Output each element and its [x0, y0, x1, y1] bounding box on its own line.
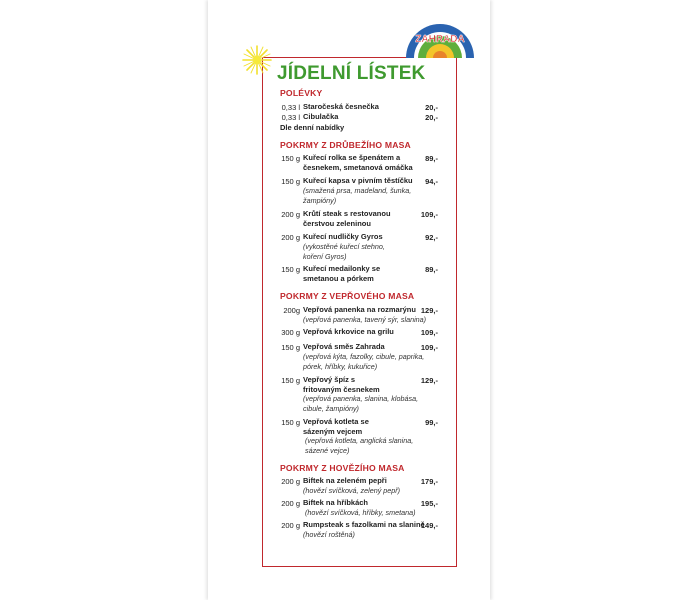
section-heading-soups: POLÉVKY — [280, 88, 323, 98]
restaurant-logo — [398, 12, 482, 62]
item-name: Biftek na zeleném pepři — [303, 476, 387, 485]
item-price: 149,- — [420, 521, 438, 530]
item-price: 94,- — [425, 177, 438, 186]
item-quantity: 200 g — [281, 521, 300, 530]
menu-title: JÍDELNÍ LÍSTEK — [277, 63, 426, 84]
item-quantity: 0,33 l — [281, 113, 300, 122]
item-price: 109,- — [420, 210, 438, 219]
item-name: Kuřecí rolka se špenátem a česnekem, smetanová omáčka — [303, 153, 413, 172]
item-name: Kuřecí medailonky se smetanou a pórkem — [303, 264, 381, 283]
item-quantity: 150 g — [281, 154, 300, 163]
item-price: 20,- — [425, 103, 438, 112]
item-quantity: 200 g — [281, 210, 300, 219]
item-quantity: 200 g — [281, 499, 300, 508]
item-price: 99,- — [425, 418, 438, 427]
item-quantity: 200 g — [281, 477, 300, 486]
item-quantity: 150 g — [281, 177, 300, 186]
item-quantity: 150 g — [281, 418, 300, 427]
item-name: Krůtí steak s restovanou čerstvou zeleninou — [303, 209, 391, 228]
item-quantity: 150 g — [281, 376, 300, 385]
section-heading-beef: POKRMY Z HOVĚZÍHO MASA — [280, 463, 405, 473]
item-quantity: 200 g — [281, 233, 300, 242]
item-description: (vykostěné kuřecí stehno, koření Gyros) — [303, 242, 385, 261]
item-price: 20,- — [425, 113, 438, 122]
item-description: (smažená prsa, madeland, šunka, žampióny) — [303, 186, 412, 205]
item-quantity: 200g — [283, 306, 300, 315]
item-description: (vepřová kotleta, anglická slanina, sázené vejce) — [305, 436, 414, 455]
logo-name: ZAHRADA — [415, 34, 465, 45]
item-name: Vepřová kotleta se sázeným vejcem — [303, 417, 369, 436]
item-description: (vepřová kýta, fazolky, cibule, paprika, pórek, hříbky, kukuřice) — [303, 352, 425, 371]
item-quantity: 150 g — [281, 265, 300, 274]
item-name: Vepřová panenka na rozmarýnu — [303, 305, 416, 314]
item-price: 179,- — [420, 477, 438, 486]
item-name: Staročeská česnečka — [303, 102, 379, 111]
item-name: Cibulačka — [303, 112, 339, 121]
item-name: Vepřový špíz s fritovaným česnekem — [303, 375, 380, 394]
item-price: 195,- — [420, 499, 438, 508]
item-name: Kuřecí nudličky Gyros — [303, 232, 383, 241]
logo-arc-text: RESTAURACE — [415, 13, 465, 30]
item-name: Rumpsteak s fazolkami na slanině — [303, 520, 425, 529]
item-price: 129,- — [420, 376, 438, 385]
item-price: 129,- — [420, 306, 438, 315]
item-quantity: 300 g — [281, 328, 300, 337]
item-name: Biftek na hříbkách — [303, 498, 369, 507]
item-price: 89,- — [425, 154, 438, 163]
soups-note: Dle denní nabídky — [280, 123, 345, 132]
item-description: (vepřová panenka, tavený sýr, slanina) — [303, 315, 427, 324]
item-quantity: 150 g — [281, 343, 300, 352]
item-price: 92,- — [425, 233, 438, 242]
item-name: Kuřecí kapsa v pivním těstíčku — [303, 176, 413, 185]
item-name: Vepřová krkovice na grilu — [303, 327, 394, 336]
section-heading-pork: POKRMY Z VEPŘOVÉHO MASA — [280, 291, 415, 301]
item-price: 109,- — [420, 328, 438, 337]
item-price: 109,- — [420, 343, 438, 352]
item-description: (vepřová panenka, slanina, klobása, cibule, žampióny) — [303, 394, 419, 413]
section-heading-poultry: POKRMY Z DRŮBEŽÍHO MASA — [280, 140, 411, 150]
sun-icon — [242, 45, 272, 75]
item-description: (hovězí svíčková, zelený pepř) — [303, 486, 401, 495]
item-quantity: 0,33 l — [281, 103, 300, 112]
item-description: (hovězí roštěná) — [303, 530, 355, 539]
item-name: Vepřová směs Zahrada — [303, 342, 385, 351]
item-description: (hovězí svíčková, hříbky, smetana) — [305, 508, 416, 517]
item-price: 89,- — [425, 265, 438, 274]
